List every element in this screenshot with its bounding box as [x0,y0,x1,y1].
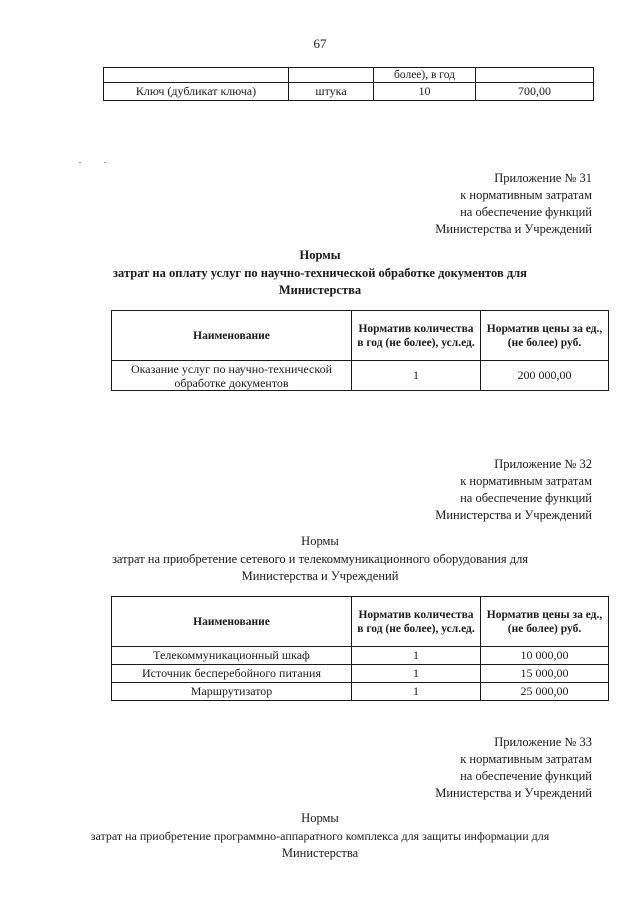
table-cell: более), в год [374,68,476,83]
table-row [112,361,609,391]
column-header: Норматив цены за ед., (не более) руб. [481,597,609,647]
table-cell [289,68,374,83]
section-subtitle: затрат на оплату услуг по научно-технической обработке документов для [113,266,527,280]
column-header: Норматив количества в год (не более), усл.ед. [352,311,481,361]
table-row [112,647,609,665]
section-title: Нормы [301,534,339,548]
section-subtitle: Министерства [278,283,362,297]
appendix-line: на обеспечение функций [460,205,592,219]
appendix-line: к нормативным затратам [460,474,592,488]
table-cell: 10 000,00 [481,647,609,665]
table-cell: 10 [374,83,476,101]
scan-speck [104,162,106,163]
appendix-line: на обеспечение функций [460,769,592,783]
appendix-line: Приложение № 32 [494,457,592,471]
table-row [112,683,609,701]
appendix-line: Приложение № 31 [494,171,592,185]
table-cell: 700,00 [476,83,594,101]
column-header: Норматив количества в год (не более), усл.ед. [352,597,481,647]
table-cell: штука [289,83,374,101]
table-cell [104,68,289,83]
norms-table-32 [111,596,609,701]
table-row [104,68,594,83]
table-header-row [112,311,609,361]
norms-table-31 [111,310,609,391]
section-title: Нормы [299,248,341,262]
column-header: Норматив цены за ед., (не более) руб. [481,311,609,361]
table-cell: 1 [352,647,481,665]
appendix-line: Приложение № 33 [494,735,592,749]
column-header: Наименование [112,597,352,647]
table-row [112,665,609,683]
table-header-row [112,597,609,647]
column-header: Наименование [112,311,352,361]
appendix-33-header [435,734,592,802]
section-subtitle: Министерства и Учреждений [241,569,399,583]
table-cell: 1 [352,665,481,683]
appendix-line: к нормативным затратам [460,752,592,766]
appendix-line: к нормативным затратам [460,188,592,202]
section-title: Нормы [301,811,339,825]
appendix-31-header [435,170,592,238]
appendix-line: на обеспечение функций [460,491,592,505]
table-cell: Телекоммуникационный шкаф [112,647,352,665]
section-subtitle: Министерства [281,846,359,860]
table-cell: Оказание услуг по научно-технической обработке документов [112,361,352,391]
page-number: 67 [313,36,327,51]
table-row [104,83,594,101]
appendix-32-header [435,456,592,524]
table-cell: 1 [352,361,481,391]
table-cell: Источник бесперебойного питания [112,665,352,683]
scan-speck [79,162,81,163]
table-cell: 25 000,00 [481,683,609,701]
table-cell [476,68,594,83]
table-cell: 200 000,00 [481,361,609,391]
table-cell: 15 000,00 [481,665,609,683]
top-table [103,67,594,101]
table-cell: Ключ (дубликат ключа) [104,83,289,101]
appendix-line: Министерства и Учреждений [435,786,592,800]
table-cell: Маршрутизатор [112,683,352,701]
section-subtitle: затрат на приобретение программно-аппаратного комплекса для защиты информации для [90,829,550,843]
appendix-line: Министерства и Учреждений [435,222,592,236]
table-cell: 1 [352,683,481,701]
section-subtitle: затрат на приобретение сетевого и телекоммуникационного оборудования для [111,552,529,566]
appendix-line: Министерства и Учреждений [435,508,592,522]
